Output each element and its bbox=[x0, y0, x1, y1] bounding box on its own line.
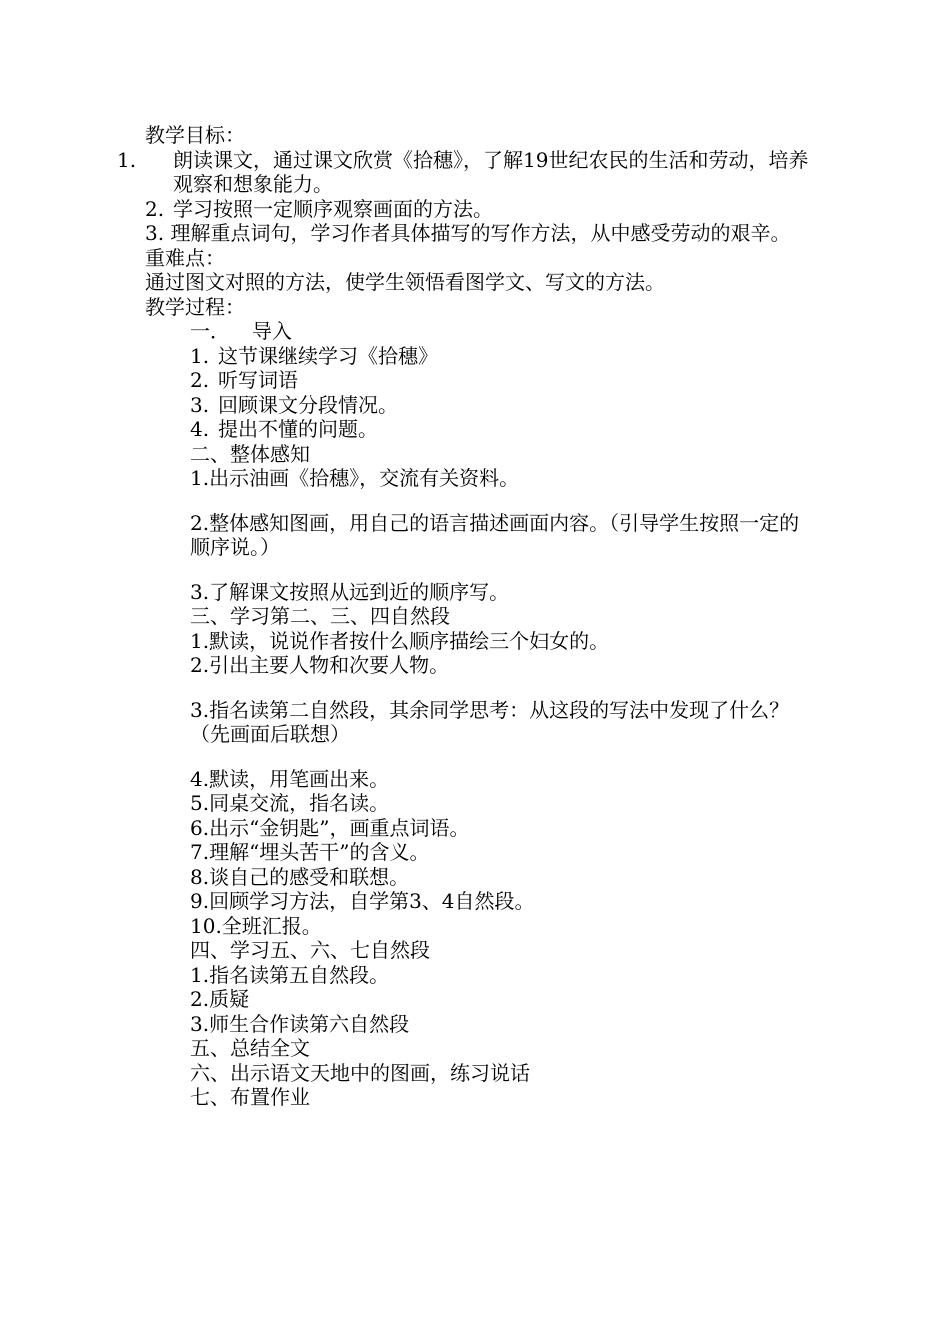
list-item: 10.全班汇报。 bbox=[190, 913, 322, 938]
list-item: 4.默读，用笔画出来。 bbox=[190, 766, 390, 791]
objective-number: 2. bbox=[145, 196, 165, 221]
list-item-number: 4. bbox=[190, 417, 210, 441]
objective-text: 朗读课文，通过课文欣赏《拾穗》，了解19世纪农民的生活和劳动，培养观察和想象能力。 bbox=[173, 147, 809, 196]
objective-text: 学习按照一定顺序观察画面的方法。 bbox=[173, 196, 493, 221]
list-item bbox=[145, 393, 810, 418]
list-item: 1.指名读第五自然段。 bbox=[190, 962, 390, 987]
list-item: 5.同桌交流，指名读。 bbox=[190, 791, 390, 815]
section-heading: 七、布置作业 bbox=[190, 1085, 310, 1109]
list-item-text: 回顾课文分段情况。 bbox=[218, 392, 398, 417]
list-item: 3.指名读第二自然段，其余同学思考：从这段的写法中发现了什么？（先画面后联想） bbox=[190, 697, 790, 746]
list-item: 1.出示油画《拾穗》，交流有关资料。 bbox=[190, 466, 520, 490]
section-heading: 五、总结全文 bbox=[190, 1036, 310, 1060]
list-item: 2.质疑 bbox=[190, 987, 250, 1011]
list-item bbox=[145, 417, 810, 442]
section-heading: 三、学习第二、三、四自然段 bbox=[190, 604, 450, 628]
list-item-number: 1. bbox=[190, 343, 210, 368]
list-item bbox=[145, 368, 810, 393]
list-item-text: 听写词语 bbox=[218, 368, 298, 392]
section-heading bbox=[145, 319, 810, 344]
list-item-number: 3. bbox=[190, 392, 210, 417]
list-item: 8.谈自己的感受和联想。 bbox=[190, 864, 410, 889]
objective-item bbox=[145, 197, 810, 222]
objective-item bbox=[117, 147, 810, 197]
list-item: 1.默读，说说作者按什么顺序描绘三个妇女的。 bbox=[190, 628, 610, 653]
objective-text: 理解重点词句，学习作者具体描写的写作方法，从中感受劳动的艰辛。 bbox=[170, 221, 791, 245]
difficulties-text: 通过图文对照的方法，使学生领悟看图学文、写文的方法。 bbox=[145, 270, 665, 294]
list-item: 9.回顾学习方法，自学第3、4自然段。 bbox=[190, 889, 535, 913]
objective-number: 1. bbox=[117, 147, 137, 172]
process-heading: 教学过程： bbox=[145, 294, 245, 319]
section-number: 一． bbox=[190, 319, 230, 343]
list-item: 3.师生合作读第六自然段 bbox=[190, 1011, 410, 1036]
list-item-number: 2. bbox=[190, 368, 210, 392]
list-item-text: 提出不懂的问题。 bbox=[218, 417, 378, 441]
list-item-text: 这节课继续学习《拾穗》 bbox=[218, 343, 438, 368]
list-item: 2.引出主要人物和次要人物。 bbox=[190, 653, 450, 677]
section-title: 导入 bbox=[252, 319, 292, 343]
objective-item bbox=[145, 221, 810, 246]
objectives-heading: 教学目标： bbox=[145, 123, 245, 147]
list-item: 7.理解“埋头苦干”的含义。 bbox=[190, 840, 430, 864]
section-heading: 四、学习五、六、七自然段 bbox=[190, 938, 430, 962]
list-item: 3.了解课文按照从远到近的顺序写。 bbox=[190, 579, 510, 604]
list-item bbox=[145, 344, 810, 369]
list-item: 2.整体感知图画，用自己的语言描述画面内容。（引导学生按照一定的顺序说。） bbox=[190, 510, 800, 559]
section-heading: 二、整体感知 bbox=[190, 441, 310, 466]
difficulties-heading: 重难点： bbox=[145, 245, 225, 270]
list-item: 6.出示“金钥匙”，画重点词语。 bbox=[190, 815, 470, 840]
section-heading: 六、出示语文天地中的图画，练习说话 bbox=[190, 1060, 530, 1085]
document-page bbox=[117, 123, 810, 1110]
objective-number: 3. bbox=[145, 221, 165, 245]
